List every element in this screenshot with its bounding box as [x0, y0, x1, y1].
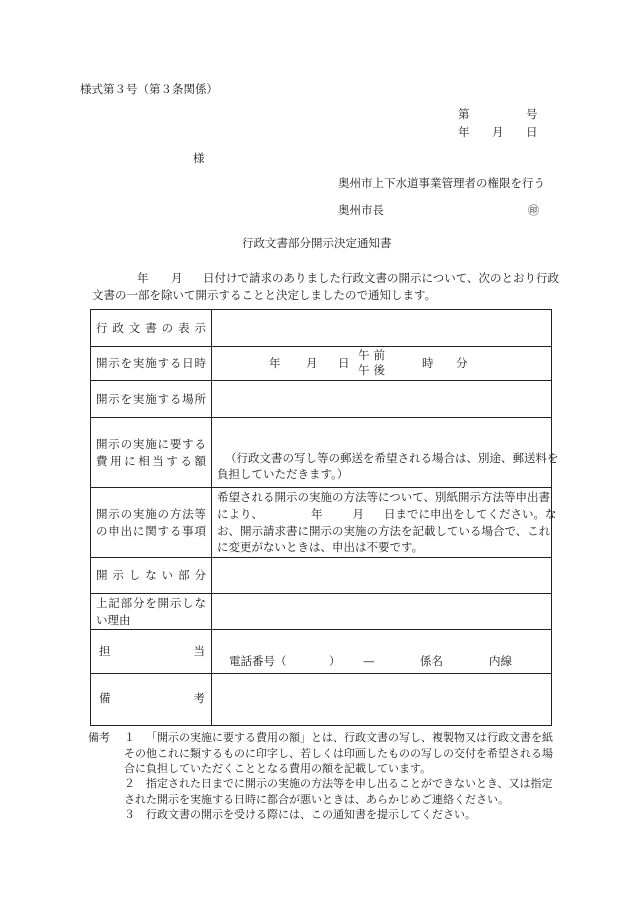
doc-number-suffix: 号: [526, 107, 538, 121]
value-place: [212, 381, 552, 418]
label-remarks-a: 備: [99, 691, 111, 705]
value-reason: [212, 594, 552, 630]
form-number: 様式第３号（第３条関係）: [80, 82, 218, 96]
method-line2-b: 日までに申出をしてください。な: [384, 506, 557, 521]
method-line4: に変更がないときは、申出は不要です。: [217, 540, 424, 555]
label-reason-line1: 上記部分を開示しな: [96, 595, 206, 610]
note-1-text: 「開示の実施に要する費用の額」とは、行政文書の写し、複製物又は行政文書を紙その他これに類するものに印字し、若しくは印画したものの写しの交付を希望される場合に負担していただくこととなる費用の額を記載しています。: [124, 731, 553, 775]
intro-year: 年: [137, 271, 149, 285]
note-1-num: １: [124, 731, 135, 744]
row-not-disclosed: [91, 558, 552, 594]
cost-note-line2: 負担していただきます。）: [217, 467, 349, 482]
value-document-display: [212, 310, 552, 347]
contact-phone-close: ）: [329, 654, 341, 668]
method-line2-year: 年: [311, 506, 323, 521]
datetime-am: 午前: [358, 348, 389, 362]
doc-number-prefix: 第: [458, 107, 470, 121]
contact-dash: —: [363, 654, 375, 668]
seal-mark: ㊞: [528, 204, 539, 217]
date-month: 月: [492, 125, 504, 139]
contact-staff: 係名: [420, 654, 443, 668]
label-contact-a: 担: [99, 644, 111, 658]
label-method-line1: 開示の実施の方法等: [96, 506, 206, 521]
value-cost: [212, 418, 559, 488]
issuer-line1: 奥州市上下水道事業管理者の権限を行う: [338, 176, 545, 190]
notice-table: [90, 309, 559, 726]
label-remarks-b: 考: [193, 691, 205, 705]
method-line2: [217, 506, 557, 523]
intro-month: 月: [171, 271, 183, 285]
intro-line1: 日付けで請求のありました行政文書の開示について、次のとおり行政: [203, 271, 560, 285]
datetime-hour: 時: [422, 356, 434, 370]
row-reason: [91, 594, 552, 630]
value-datetime: [212, 347, 552, 381]
note-3-text: 行政文書の開示を受ける際には、この通知書を提示してください。: [146, 808, 476, 821]
label-cost-line2: 費用に相当する額: [96, 453, 206, 468]
label-method-line2: の申出に関する事項: [96, 523, 206, 538]
method-line2-month: 月: [352, 506, 364, 521]
date-day: 日: [526, 125, 538, 139]
contact-phone-label: 電話番号（: [229, 654, 287, 668]
datetime-day: 日: [338, 356, 350, 370]
method-line3: お、開示請求書に開示の実施の方法を記載している場合で、これ: [217, 523, 551, 538]
label-place: 開示を実施する場所: [96, 391, 206, 406]
label-datetime: 開示を実施する日時: [96, 356, 206, 371]
label-cost-line1: 開示の実施に要する: [96, 436, 206, 451]
row-cost: [91, 418, 552, 488]
page-title: 行政文書部分開示決定通知書: [242, 236, 392, 250]
note-item-3: [124, 807, 554, 823]
label-reason-line2: い理由: [96, 612, 131, 627]
label-contact-b: 当: [193, 644, 205, 658]
note-2-text: 指定された日までに開示の実施の方法等を申し出ることができないとき、又は指定された開示を実施する日時に都合が悪いときは、あらかじめご連絡ください。: [124, 777, 553, 806]
value-contact: [212, 630, 552, 674]
note-item-2: [124, 776, 554, 807]
row-place: [91, 381, 552, 418]
label-document-display: 行政文書の表示: [96, 320, 206, 335]
note-2-num: ２: [124, 777, 135, 790]
row-datetime: [91, 347, 552, 381]
datetime-year: 年: [269, 356, 281, 370]
row-contact: [91, 630, 552, 674]
value-not-disclosed: [212, 558, 552, 594]
row-document-display: [91, 310, 552, 347]
value-method: [212, 488, 557, 558]
issuer-line2: 奥州市長: [338, 203, 384, 217]
method-line2-a: により、: [217, 506, 263, 521]
date-year: 年: [458, 125, 470, 139]
datetime-pm: 午後: [358, 363, 389, 377]
intro-line2: 文書の一部を除いて開示することと決定しましたので通知します。: [92, 288, 437, 302]
label-not-disclosed: 開示しない部分: [96, 568, 206, 583]
method-line1: 希望される開示の実施の方法等について、別紙開示方法等申出書: [217, 490, 551, 505]
notes-heading: 備考: [88, 731, 110, 744]
datetime-month: 月: [306, 356, 318, 370]
note-item-1: [124, 730, 554, 777]
contact-extension: 内線: [489, 654, 512, 668]
note-3-num: ３: [124, 808, 135, 821]
row-remarks: [91, 674, 552, 726]
datetime-minute: 分: [456, 356, 468, 370]
row-method: [91, 488, 552, 558]
value-remarks: [212, 674, 552, 726]
recipient-suffix: 様: [193, 151, 205, 165]
cost-note-line1: （行政文書の写し等の郵送を希望される場合は、別途、郵送料を: [225, 450, 559, 465]
